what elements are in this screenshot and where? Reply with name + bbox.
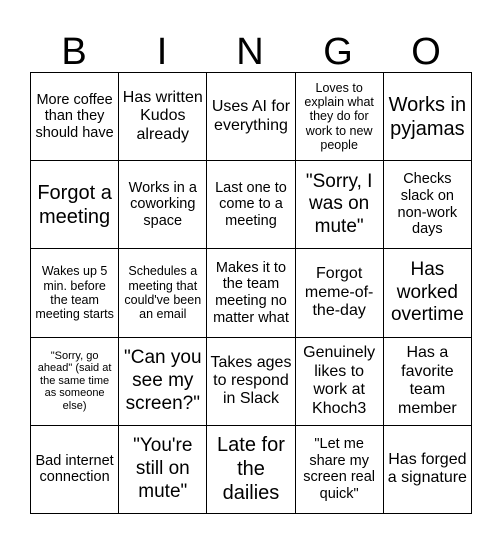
header-letter-n: N xyxy=(236,31,264,73)
bingo-cell[interactable] xyxy=(119,425,207,513)
cell-text: Has worked overtime xyxy=(390,258,464,326)
cell-text: "You're still on mute" xyxy=(133,435,193,502)
cell-text: "Sorry, I was on mute" xyxy=(305,170,373,238)
cell-text: Uses AI for everything xyxy=(211,98,291,134)
bingo-cell[interactable] xyxy=(31,337,119,425)
bingo-cell[interactable] xyxy=(383,425,471,513)
header-letter-i: I xyxy=(156,31,168,73)
cell-text: "Can you see my screen?" xyxy=(124,346,202,414)
cell-text: Forgot meme-of-the-day xyxy=(304,265,374,320)
cell-text: Loves to explain what they do for work to new people xyxy=(304,80,374,153)
cell-text: Works in pyjamas xyxy=(388,93,467,140)
bingo-cell[interactable] xyxy=(383,161,471,249)
bingo-cell[interactable] xyxy=(119,337,207,425)
bingo-cell[interactable] xyxy=(207,249,295,337)
cell-text: Wakes up 5 min. before the team meeting starts xyxy=(35,264,114,322)
header-letter-o: O xyxy=(411,31,441,73)
cell-text: Makes it to the team meeting no matter what xyxy=(213,259,289,326)
bingo-header xyxy=(30,30,470,74)
bingo-cell[interactable] xyxy=(295,249,383,337)
bingo-row xyxy=(31,73,472,161)
bingo-cell[interactable] xyxy=(207,337,295,425)
cell-text: Has forged a signature xyxy=(387,450,467,487)
bingo-cell[interactable] xyxy=(31,161,119,249)
cell-text: Late for the dailies xyxy=(217,434,285,505)
bingo-cell[interactable] xyxy=(119,73,207,161)
bingo-cell[interactable] xyxy=(207,73,295,161)
bingo-cell[interactable] xyxy=(295,337,383,425)
header-letter-b: B xyxy=(61,31,87,73)
header-letter-g: G xyxy=(323,31,353,73)
cell-text: "Let me share my screen real quick" xyxy=(303,436,376,503)
bingo-cell[interactable] xyxy=(207,161,295,249)
bingo-cell[interactable] xyxy=(31,249,119,337)
bingo-cell[interactable] xyxy=(119,249,207,337)
cell-text: Checks slack on non-work days xyxy=(397,171,458,238)
bingo-cell[interactable] xyxy=(383,73,471,161)
bingo-row xyxy=(31,161,472,249)
bingo-cell[interactable] xyxy=(207,425,295,513)
bingo-cell[interactable] xyxy=(31,425,119,513)
bingo-cell[interactable] xyxy=(119,161,207,249)
bingo-cell[interactable] xyxy=(383,337,471,425)
cell-text: Has a favorite team member xyxy=(398,344,457,417)
bingo-card-grid xyxy=(30,72,472,514)
cell-text: Has written Kudos already xyxy=(122,89,203,143)
bingo-row xyxy=(31,425,472,513)
bingo-cell[interactable] xyxy=(295,425,383,513)
cell-text: More coffee than they should have xyxy=(35,91,114,141)
bingo-cell[interactable] xyxy=(383,249,471,337)
cell-text: "Sorry, go ahead" (said at the same time as someone else) xyxy=(37,349,112,413)
cell-text: Schedules a meeting that could've been an email xyxy=(124,264,202,322)
bingo-cell[interactable] xyxy=(31,73,119,161)
cell-text: Forgot a meeting xyxy=(37,181,112,228)
cell-text: Genuinely likes to work at Khoch3 xyxy=(303,344,376,417)
cell-text: Last one to come to a meeting xyxy=(215,179,287,230)
bingo-row xyxy=(31,249,472,337)
bingo-row xyxy=(31,337,472,425)
cell-text: Bad internet connection xyxy=(35,452,114,486)
bingo-cell[interactable] xyxy=(295,161,383,249)
cell-text: Takes ages to respond in Slack xyxy=(210,353,292,408)
cell-text: Works in a coworking space xyxy=(128,179,197,230)
bingo-cell[interactable] xyxy=(295,73,383,161)
